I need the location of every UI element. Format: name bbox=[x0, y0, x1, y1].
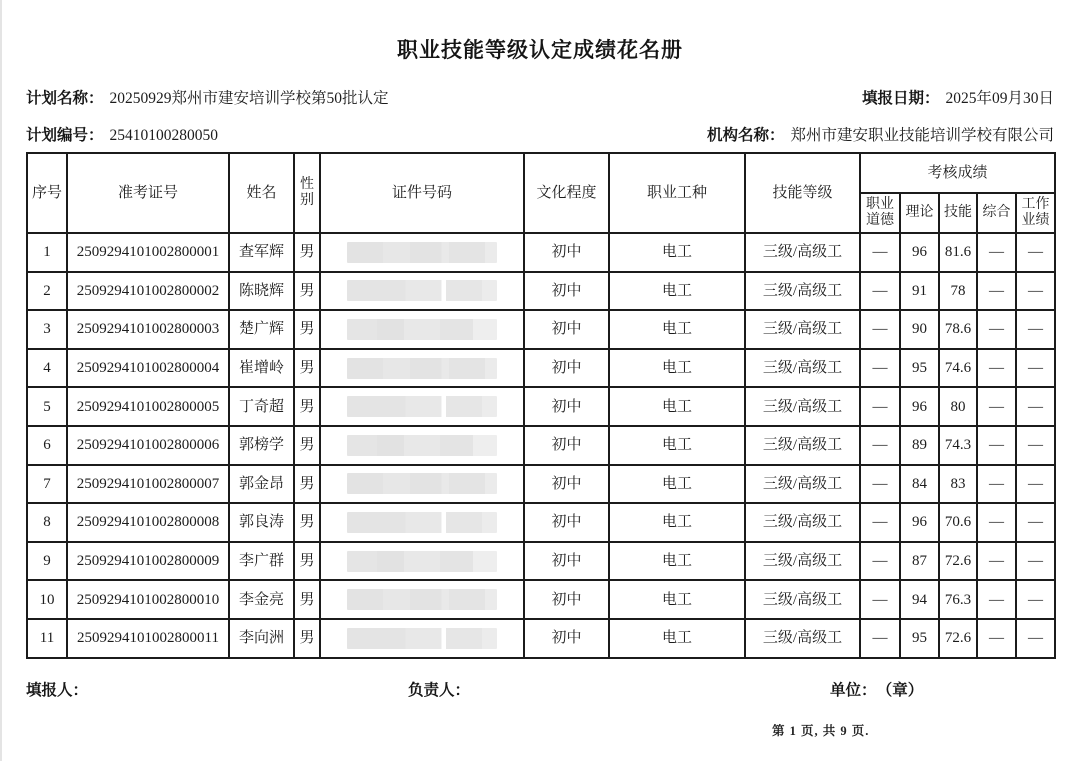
score-comprehensive-cell: — bbox=[977, 233, 1016, 272]
seq-cell: 6 bbox=[27, 426, 67, 465]
id-number-redacted bbox=[347, 396, 497, 417]
score-theory-cell: 96 bbox=[900, 503, 939, 542]
id-number-cell bbox=[320, 542, 524, 581]
plan-name-label: 计划名称： bbox=[26, 90, 104, 107]
id-number-cell bbox=[320, 580, 524, 619]
education-cell: 初中 bbox=[524, 233, 609, 272]
education-cell: 初中 bbox=[524, 272, 609, 311]
score-theory-cell: 90 bbox=[900, 310, 939, 349]
gender-cell: 男 bbox=[294, 310, 320, 349]
occupation-cell: 电工 bbox=[609, 233, 745, 272]
report-date-value: 2025年09月30日 bbox=[945, 90, 1054, 107]
col-header-score-theory: 理论 bbox=[900, 193, 939, 233]
page-number-info: 第 1 页, 共 9 页. bbox=[772, 724, 870, 738]
col-header-occupation: 职业工种 bbox=[609, 153, 745, 233]
exam-no-cell: 2509294101002800007 bbox=[67, 465, 229, 504]
table-row bbox=[27, 465, 1055, 504]
page-edge-line bbox=[0, 0, 2, 761]
id-number-redacted bbox=[347, 242, 497, 263]
col-header-score-work: 工作业绩 bbox=[1016, 193, 1055, 233]
name-cell: 郭榜学 bbox=[229, 426, 294, 465]
education-cell: 初中 bbox=[524, 387, 609, 426]
name-cell: 郭金昂 bbox=[229, 465, 294, 504]
skill-level-cell: 三级/高级工 bbox=[745, 310, 860, 349]
score-skill-cell: 80 bbox=[939, 387, 977, 426]
org-name bbox=[707, 123, 1054, 145]
unit-label: 单位： bbox=[830, 682, 877, 699]
table-row bbox=[27, 310, 1055, 349]
id-number-cell bbox=[320, 233, 524, 272]
score-skill-cell: 70.6 bbox=[939, 503, 977, 542]
occupation-cell: 电工 bbox=[609, 310, 745, 349]
unit-seal-label: （章） bbox=[884, 682, 924, 699]
education-cell: 初中 bbox=[524, 310, 609, 349]
score-work-cell: — bbox=[1016, 233, 1055, 272]
score-skill-cell: 83 bbox=[939, 465, 977, 504]
plan-number-label: 计划编号： bbox=[26, 127, 104, 144]
score-theory-cell: 91 bbox=[900, 272, 939, 311]
col-header-name: 姓名 bbox=[229, 153, 294, 233]
seq-cell: 1 bbox=[27, 233, 67, 272]
skill-level-cell: 三级/高级工 bbox=[745, 387, 860, 426]
education-cell: 初中 bbox=[524, 349, 609, 388]
education-cell: 初中 bbox=[524, 619, 609, 658]
name-cell: 楚广辉 bbox=[229, 310, 294, 349]
score-theory-cell: 96 bbox=[900, 387, 939, 426]
skill-level-cell: 三级/高级工 bbox=[745, 426, 860, 465]
score-skill-cell: 76.3 bbox=[939, 580, 977, 619]
unit-label-group bbox=[830, 678, 923, 700]
score-skill-cell: 72.6 bbox=[939, 542, 977, 581]
seq-cell: 3 bbox=[27, 310, 67, 349]
id-number-redacted bbox=[347, 512, 497, 533]
score-ethics-cell: — bbox=[860, 349, 900, 388]
id-number-redacted bbox=[347, 319, 497, 340]
gender-cell: 男 bbox=[294, 580, 320, 619]
id-number-cell bbox=[320, 310, 524, 349]
skill-level-cell: 三级/高级工 bbox=[745, 542, 860, 581]
score-work-cell: — bbox=[1016, 465, 1055, 504]
table-row bbox=[27, 542, 1055, 581]
score-comprehensive-cell: — bbox=[977, 272, 1016, 311]
score-ethics-cell: — bbox=[860, 387, 900, 426]
col-header-gender: 性别 bbox=[294, 153, 320, 233]
score-ethics-cell: — bbox=[860, 310, 900, 349]
name-cell: 郭良涛 bbox=[229, 503, 294, 542]
score-comprehensive-cell: — bbox=[977, 465, 1016, 504]
score-comprehensive-cell: — bbox=[977, 619, 1016, 658]
education-cell: 初中 bbox=[524, 542, 609, 581]
score-work-cell: — bbox=[1016, 542, 1055, 581]
id-number-redacted bbox=[347, 628, 497, 649]
seq-cell: 10 bbox=[27, 580, 67, 619]
seq-cell: 8 bbox=[27, 503, 67, 542]
score-ethics-cell: — bbox=[860, 580, 900, 619]
occupation-cell: 电工 bbox=[609, 426, 745, 465]
col-header-education: 文化程度 bbox=[524, 153, 609, 233]
score-theory-cell: 84 bbox=[900, 465, 939, 504]
id-number-cell bbox=[320, 465, 524, 504]
score-work-cell: — bbox=[1016, 619, 1055, 658]
occupation-cell: 电工 bbox=[609, 349, 745, 388]
score-comprehensive-cell: — bbox=[977, 349, 1016, 388]
report-date-label: 填报日期： bbox=[861, 90, 940, 107]
score-theory-cell: 87 bbox=[900, 542, 939, 581]
name-cell: 陈晓辉 bbox=[229, 272, 294, 311]
table-row bbox=[27, 272, 1055, 311]
col-header-seq: 序号 bbox=[27, 153, 67, 233]
score-work-cell: — bbox=[1016, 426, 1055, 465]
exam-no-cell: 2509294101002800004 bbox=[67, 349, 229, 388]
score-theory-cell: 89 bbox=[900, 426, 939, 465]
id-number-redacted bbox=[347, 551, 497, 572]
footer-signature-row bbox=[26, 678, 1054, 700]
exam-no-cell: 2509294101002800010 bbox=[67, 580, 229, 619]
id-number-redacted bbox=[347, 473, 497, 494]
table-row bbox=[27, 233, 1055, 272]
plan-name-value: 20250929郑州市建安培训学校第50批认定 bbox=[109, 90, 389, 107]
skill-level-cell: 三级/高级工 bbox=[745, 580, 860, 619]
seq-cell: 5 bbox=[27, 387, 67, 426]
exam-no-cell: 2509294101002800009 bbox=[67, 542, 229, 581]
name-cell: 查军辉 bbox=[229, 233, 294, 272]
id-number-cell bbox=[320, 619, 524, 658]
exam-no-cell: 2509294101002800006 bbox=[67, 426, 229, 465]
score-skill-cell: 81.6 bbox=[939, 233, 977, 272]
id-number-cell bbox=[320, 272, 524, 311]
score-ethics-cell: — bbox=[860, 272, 900, 311]
exam-no-cell: 2509294101002800008 bbox=[67, 503, 229, 542]
score-skill-cell: 78.6 bbox=[939, 310, 977, 349]
occupation-cell: 电工 bbox=[609, 387, 745, 426]
col-header-score-comprehensive: 综合 bbox=[977, 193, 1016, 233]
table-row bbox=[27, 349, 1055, 388]
score-ethics-cell: — bbox=[860, 542, 900, 581]
name-cell: 崔增岭 bbox=[229, 349, 294, 388]
score-skill-cell: 74.6 bbox=[939, 349, 977, 388]
plan-name bbox=[26, 86, 389, 108]
table-row bbox=[27, 503, 1055, 542]
filler-label: 填报人： bbox=[26, 682, 89, 699]
gender-cell: 男 bbox=[294, 426, 320, 465]
seq-cell: 7 bbox=[27, 465, 67, 504]
id-number-cell bbox=[320, 387, 524, 426]
score-ethics-cell: — bbox=[860, 426, 900, 465]
score-skill-cell: 72.6 bbox=[939, 619, 977, 658]
meta-row-2 bbox=[26, 123, 1054, 145]
occupation-cell: 电工 bbox=[609, 580, 745, 619]
skill-level-cell: 三级/高级工 bbox=[745, 465, 860, 504]
roster-table-body bbox=[27, 233, 1055, 658]
id-number-redacted bbox=[347, 589, 497, 610]
id-number-cell bbox=[320, 426, 524, 465]
score-work-cell: — bbox=[1016, 310, 1055, 349]
id-number-cell bbox=[320, 503, 524, 542]
gender-cell: 男 bbox=[294, 349, 320, 388]
exam-no-cell: 2509294101002800002 bbox=[67, 272, 229, 311]
score-ethics-cell: — bbox=[860, 465, 900, 504]
gender-cell: 男 bbox=[294, 619, 320, 658]
seq-cell: 2 bbox=[27, 272, 67, 311]
roster-table-header bbox=[27, 153, 1055, 233]
skill-level-cell: 三级/高级工 bbox=[745, 233, 860, 272]
org-name-label: 机构名称： bbox=[706, 127, 785, 144]
score-comprehensive-cell: — bbox=[977, 310, 1016, 349]
gender-cell: 男 bbox=[294, 465, 320, 504]
education-cell: 初中 bbox=[524, 465, 609, 504]
col-header-score-group: 考核成绩 bbox=[860, 153, 1055, 193]
manager-label: 负责人： bbox=[408, 682, 471, 699]
name-cell: 李广群 bbox=[229, 542, 294, 581]
name-cell: 李金亮 bbox=[229, 580, 294, 619]
meta-row-1 bbox=[26, 86, 1054, 108]
gender-cell: 男 bbox=[294, 387, 320, 426]
id-number-cell bbox=[320, 349, 524, 388]
skill-level-cell: 三级/高级工 bbox=[745, 272, 860, 311]
name-cell: 丁奇超 bbox=[229, 387, 294, 426]
table-row bbox=[27, 619, 1055, 658]
score-comprehensive-cell: — bbox=[977, 426, 1016, 465]
score-work-cell: — bbox=[1016, 387, 1055, 426]
id-number-redacted bbox=[347, 358, 497, 379]
score-work-cell: — bbox=[1016, 272, 1055, 311]
score-comprehensive-cell: — bbox=[977, 503, 1016, 542]
skill-level-cell: 三级/高级工 bbox=[745, 503, 860, 542]
seq-cell: 9 bbox=[27, 542, 67, 581]
name-cell: 李向洲 bbox=[229, 619, 294, 658]
score-ethics-cell: — bbox=[860, 233, 900, 272]
id-number-redacted bbox=[347, 435, 497, 456]
score-ethics-cell: — bbox=[860, 503, 900, 542]
education-cell: 初中 bbox=[524, 580, 609, 619]
score-ethics-cell: — bbox=[860, 619, 900, 658]
roster-table bbox=[26, 152, 1056, 659]
exam-no-cell: 2509294101002800001 bbox=[67, 233, 229, 272]
col-header-score-skill: 技能 bbox=[939, 193, 977, 233]
col-header-exam-no: 准考证号 bbox=[67, 153, 229, 233]
gender-cell: 男 bbox=[294, 542, 320, 581]
score-theory-cell: 96 bbox=[900, 233, 939, 272]
occupation-cell: 电工 bbox=[609, 272, 745, 311]
table-row bbox=[27, 426, 1055, 465]
exam-no-cell: 2509294101002800003 bbox=[67, 310, 229, 349]
gender-cell: 男 bbox=[294, 272, 320, 311]
skill-level-cell: 三级/高级工 bbox=[745, 619, 860, 658]
occupation-cell: 电工 bbox=[609, 542, 745, 581]
id-number-redacted bbox=[347, 280, 497, 301]
col-header-score-ethics: 职业道德 bbox=[860, 193, 900, 233]
score-work-cell: — bbox=[1016, 503, 1055, 542]
occupation-cell: 电工 bbox=[609, 503, 745, 542]
skill-level-cell: 三级/高级工 bbox=[745, 349, 860, 388]
occupation-cell: 电工 bbox=[609, 619, 745, 658]
plan-number-value: 25410100280050 bbox=[109, 127, 219, 144]
score-comprehensive-cell: — bbox=[977, 542, 1016, 581]
seq-cell: 11 bbox=[27, 619, 67, 658]
score-skill-cell: 78 bbox=[939, 272, 977, 311]
score-work-cell: — bbox=[1016, 349, 1055, 388]
education-cell: 初中 bbox=[524, 503, 609, 542]
exam-no-cell: 2509294101002800005 bbox=[67, 387, 229, 426]
col-header-id-no: 证件号码 bbox=[320, 153, 524, 233]
occupation-cell: 电工 bbox=[609, 465, 745, 504]
table-row bbox=[27, 387, 1055, 426]
score-theory-cell: 95 bbox=[900, 619, 939, 658]
score-skill-cell: 74.3 bbox=[939, 426, 977, 465]
report-date bbox=[862, 86, 1054, 108]
table-row bbox=[27, 580, 1055, 619]
exam-no-cell: 2509294101002800011 bbox=[67, 619, 229, 658]
score-theory-cell: 95 bbox=[900, 349, 939, 388]
page-title: 职业技能等级认定成绩花名册 bbox=[397, 38, 683, 62]
gender-cell: 男 bbox=[294, 503, 320, 542]
score-comprehensive-cell: — bbox=[977, 387, 1016, 426]
score-theory-cell: 94 bbox=[900, 580, 939, 619]
education-cell: 初中 bbox=[524, 426, 609, 465]
gender-cell: 男 bbox=[294, 233, 320, 272]
score-work-cell: — bbox=[1016, 580, 1055, 619]
seq-cell: 4 bbox=[27, 349, 67, 388]
col-header-skill-level: 技能等级 bbox=[745, 153, 860, 233]
org-name-value: 郑州市建安职业技能培训学校有限公司 bbox=[790, 127, 1054, 144]
plan-number bbox=[26, 123, 218, 145]
score-comprehensive-cell: — bbox=[977, 580, 1016, 619]
